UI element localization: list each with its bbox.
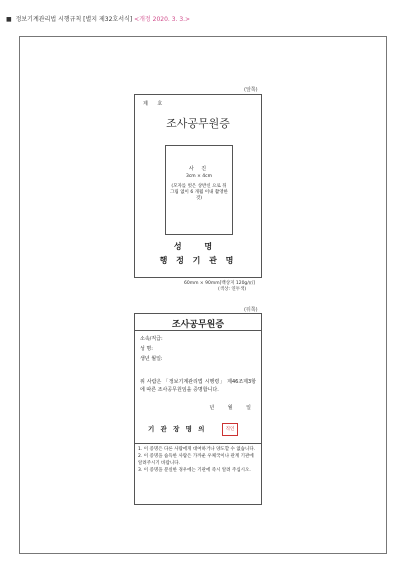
form-title: 정보기계관리법 시행규칙 [별지 제32호서식] xyxy=(15,16,133,23)
field-rank: 소속/직급: xyxy=(140,336,163,342)
certification-text: 위 사람은 「정보기계관리법 시행령」 제46조제3항에 따른 조사공무원임을 증명합니다. xyxy=(140,379,256,393)
id-card-back xyxy=(134,313,262,505)
photo-label: 사 진 xyxy=(188,166,210,172)
card-size-spec: 60mm × 90mm[백상지 120g/㎡] xyxy=(184,281,256,286)
card-number-label: 제 호 xyxy=(143,101,167,107)
agency-name-label: 행 정 기 관 명 xyxy=(159,256,237,265)
official-seal-box: 직인 xyxy=(222,423,238,436)
front-side-label: (앞쪽) xyxy=(244,87,258,93)
divider xyxy=(135,330,261,331)
divider xyxy=(135,443,261,444)
card-title: 조사공무원증 xyxy=(166,117,230,130)
photo-box xyxy=(165,145,233,235)
field-name: 성 명: xyxy=(140,346,153,352)
issue-date-line: 년 월 일 xyxy=(209,405,257,411)
issuer-name: 기 관 장 명 의 xyxy=(148,425,207,433)
card-color-spec: (색상: 연두색) xyxy=(218,287,247,292)
amendment-link[interactable]: <개정 2020. 3. 3.> xyxy=(134,16,191,23)
document-header xyxy=(6,14,190,23)
field-birthdate: 생년 월일: xyxy=(140,356,163,362)
notes-list xyxy=(138,446,258,474)
photo-instructions: (모자를 벗은 상반신 으로 뒤 그림 없이 6 개월 이내 촬영한 것) xyxy=(170,184,228,201)
note-item: 2. 이 증명을 습득한 사람은 가까운 우체국이나 관계 기관에 알려주시기 바랍니다. xyxy=(138,454,254,466)
id-card-front xyxy=(134,94,262,278)
holder-name-label: 성 명 xyxy=(173,242,223,251)
card-back-title: 조사공무원증 xyxy=(171,320,225,330)
note-item: 3. 이 증명을 분실한 경우에는 기관에 즉시 알려 주십시오. xyxy=(138,468,251,473)
bullet-icon: ■ xyxy=(6,16,12,23)
back-side-label: (뒤쪽) xyxy=(244,307,258,313)
note-item: 1. 이 증명은 다른 사람에게 대여하거나 양도할 수 없습니다. xyxy=(138,447,256,452)
photo-size: 3cm × 4cm xyxy=(185,174,213,179)
